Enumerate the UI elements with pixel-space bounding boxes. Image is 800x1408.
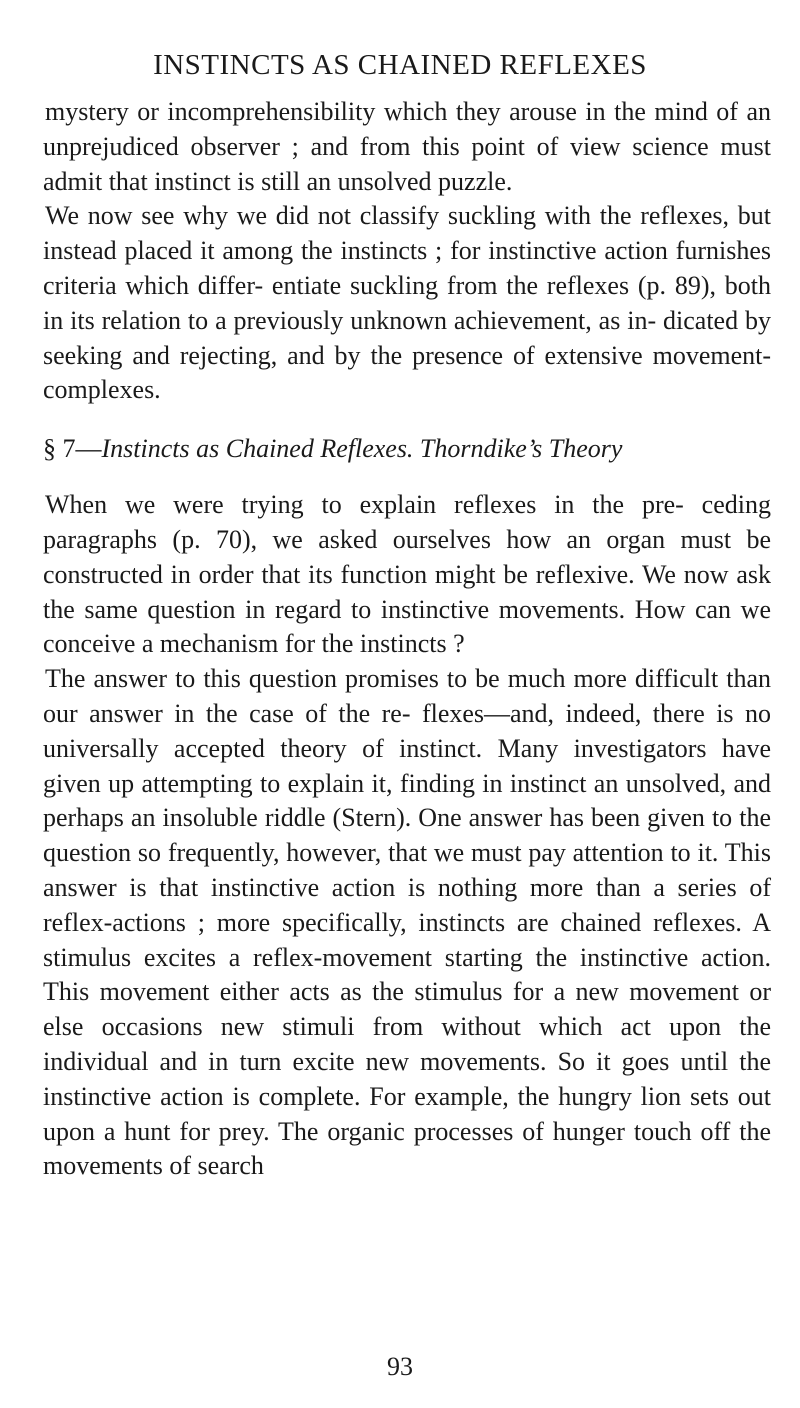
paragraph: We now see why we did not classify suckling with the reflexes, but instead placed it among the instincts ; for instinctive action furnishes criteria which differ- entiate suckling from the reflexes (p. 89), both in its relation to a previously unknown achievement, as in- dicated by seeking and rejecting, and by the presence of extensive movement-complexes. [43,201,771,405]
page-number: 93 [387,1352,413,1381]
section-heading [43,432,771,466]
body-text [43,95,771,1184]
paragraph: When we were trying to explain reflexes in the pre- ceding paragraphs (p. 70), we asked ourselves how an organ must be constructed in order that its function might be reflexive. We now ask the same question in regard to instinctive movements. How can we conceive a mechanism for the instincts ? [43,490,771,659]
section-title: Instincts as Chained Reflexes. Thorndike’s Theory [101,434,623,464]
section-number: § 7— [43,434,102,464]
running-head: INSTINCTS AS CHAINED REFLEXES [153,49,647,81]
paragraph: mystery or incomprehensibility which they arouse in the mind of an unprejudiced observer ; and from this point of view science must admit that instinct is still an unsolved puzzle. [43,97,771,196]
paragraph: The answer to this question promises to be much more difficult than our answer in the case of the re- flexes—and, indeed, there is no universally accepted theory of instinct. Many investigators have given up attempting to explain it, finding in instinct an unsolved, and perhaps an insoluble riddle (Stern). One answer has been given to the question so frequently, however, that we must pay attention to it. This answer is that instinctive action is nothing more than a series of reflex-actions ; more specifically, instincts are chained reflexes. A stimulus excites a reflex-movement starting the instinctive action. This movement either acts as the stimulus for a new movement or else occasions new stimuli from without which act upon the individual and in turn excite new movements. So it goes until the instinctive action is complete. For example, the hungry lion sets out upon a hunt for prey. The organic processes of hunger touch off the movements of search [43,664,771,1181]
